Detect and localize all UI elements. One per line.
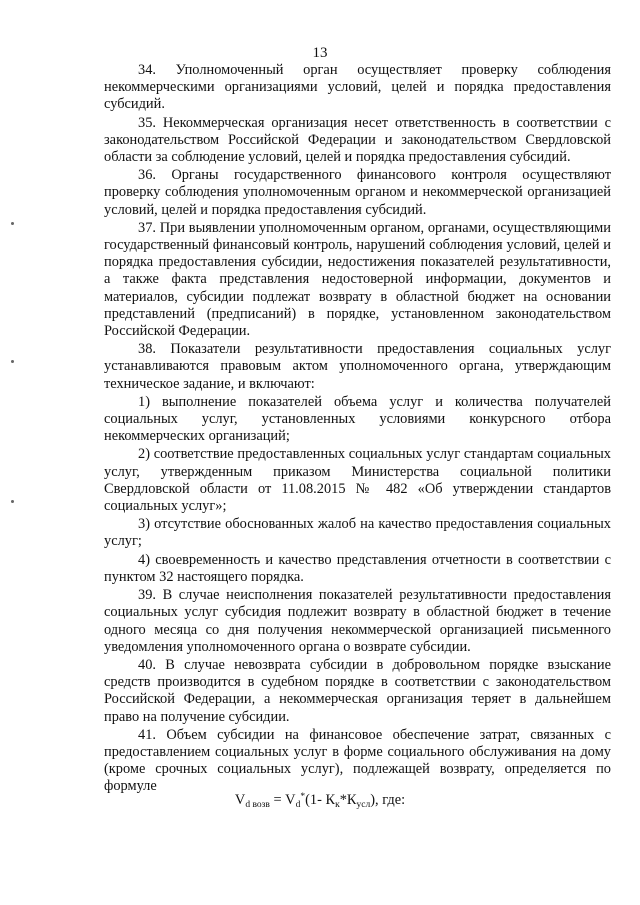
formula-sub-d-vozv: d возв <box>245 800 270 810</box>
formula-mid2: *К <box>339 792 357 808</box>
list-item-38-1: 1) выполнение показателей объема услуг и количества получателей социальных услуг, установленных условиями конкурсного отбора некоммерческих организаций; <box>104 393 611 445</box>
paragraph-40: 40. В случае невозврата субсидии в добровольном порядке взыскание средств производится в судебном порядке в соответствии с законодательством Российской Федерации, а некоммерческая организация теряет в дальнейшем право на получение субсидии. <box>104 656 611 725</box>
formula-v: V <box>234 792 246 808</box>
paragraph-37: 37. При выявлении уполномоченным органом, органами, осуществляющими государственный финансовый контроль, нарушений соблюдения условий, целей и порядка предоставления субсидии, недостижения показателей результативности, а также факта представления недостоверной информации, документов и материалов, субсидии подлежат возврату в областной бюджет на основании представлений (предписаний) в порядке, установленном законодательством Российской Федерации. <box>104 219 611 340</box>
formula <box>0 791 640 809</box>
paragraph-35: 35. Некоммерческая организация несет ответственность в соответствии с законодательством Российской Федерации и законодательством Свердловской области за соблюдение условий, целей и порядка предоставления субсидий. <box>104 114 611 166</box>
formula-sub-k: к <box>335 800 340 810</box>
formula-sup-star: * <box>300 792 306 802</box>
paragraph-36: 36. Органы государственного финансового контроля осуществляют проверку соблюдения уполномоченным органом и некоммерческой организацией условий, целей и порядка предоставления субсидий. <box>104 167 611 218</box>
paragraph-34: 34. Уполномоченный орган осуществляет проверку соблюдения некоммерческими организациями условий, целей и порядка предоставления субсидий. <box>104 62 611 113</box>
page-number: 13 <box>312 45 328 61</box>
margin-mark <box>11 500 14 503</box>
formula-mid: (1- К <box>305 792 336 808</box>
paragraph-39: 39. В случае неисполнения показателей результативности предоставления социальных услуг субсидия подлежит возврату в областной бюджет в течение одного месяца со дня получения некоммерческой организацией письменного уведомления уполномоченного органа о возврате субсидии. <box>104 587 611 655</box>
formula-eq: = V <box>269 792 296 808</box>
list-item-38-3: 3) отсутствие обоснованных жалоб на качество предоставления социальных услуг; <box>104 516 611 550</box>
margin-mark <box>11 360 14 363</box>
paragraph-41: 41. Объем субсидии на финансовое обеспечение затрат, связанных с предоставлением социальных услуг в форме социального обслуживания на дому (кроме срочных социальных услуг), подлежащей возврату, определяется по формуле <box>104 726 611 795</box>
paragraph-38: 38. Показатели результативности предоставления социальных услуг устанавливаются правовым актом уполномоченного органа, утверждающим техническое задание, и включают: <box>104 341 611 392</box>
list-item-38-4: 4) своевременность и качество представления отчетности в соответствии с пунктом 32 настоящего порядка. <box>104 551 611 585</box>
formula-sub-d: d <box>295 800 301 810</box>
formula-end: ), где: <box>370 792 406 808</box>
formula-sub-usl: усл <box>356 800 371 810</box>
list-item-38-2: 2) соответствие предоставленных социальных услуг стандартам социальных услуг, утвержденным приказом Министерства социальной политики Свердловской области от 11.08.2015 № 482 «Об утверждении стандартов социальных услуг»; <box>104 446 611 515</box>
margin-mark <box>11 222 14 225</box>
document-body <box>104 62 611 797</box>
